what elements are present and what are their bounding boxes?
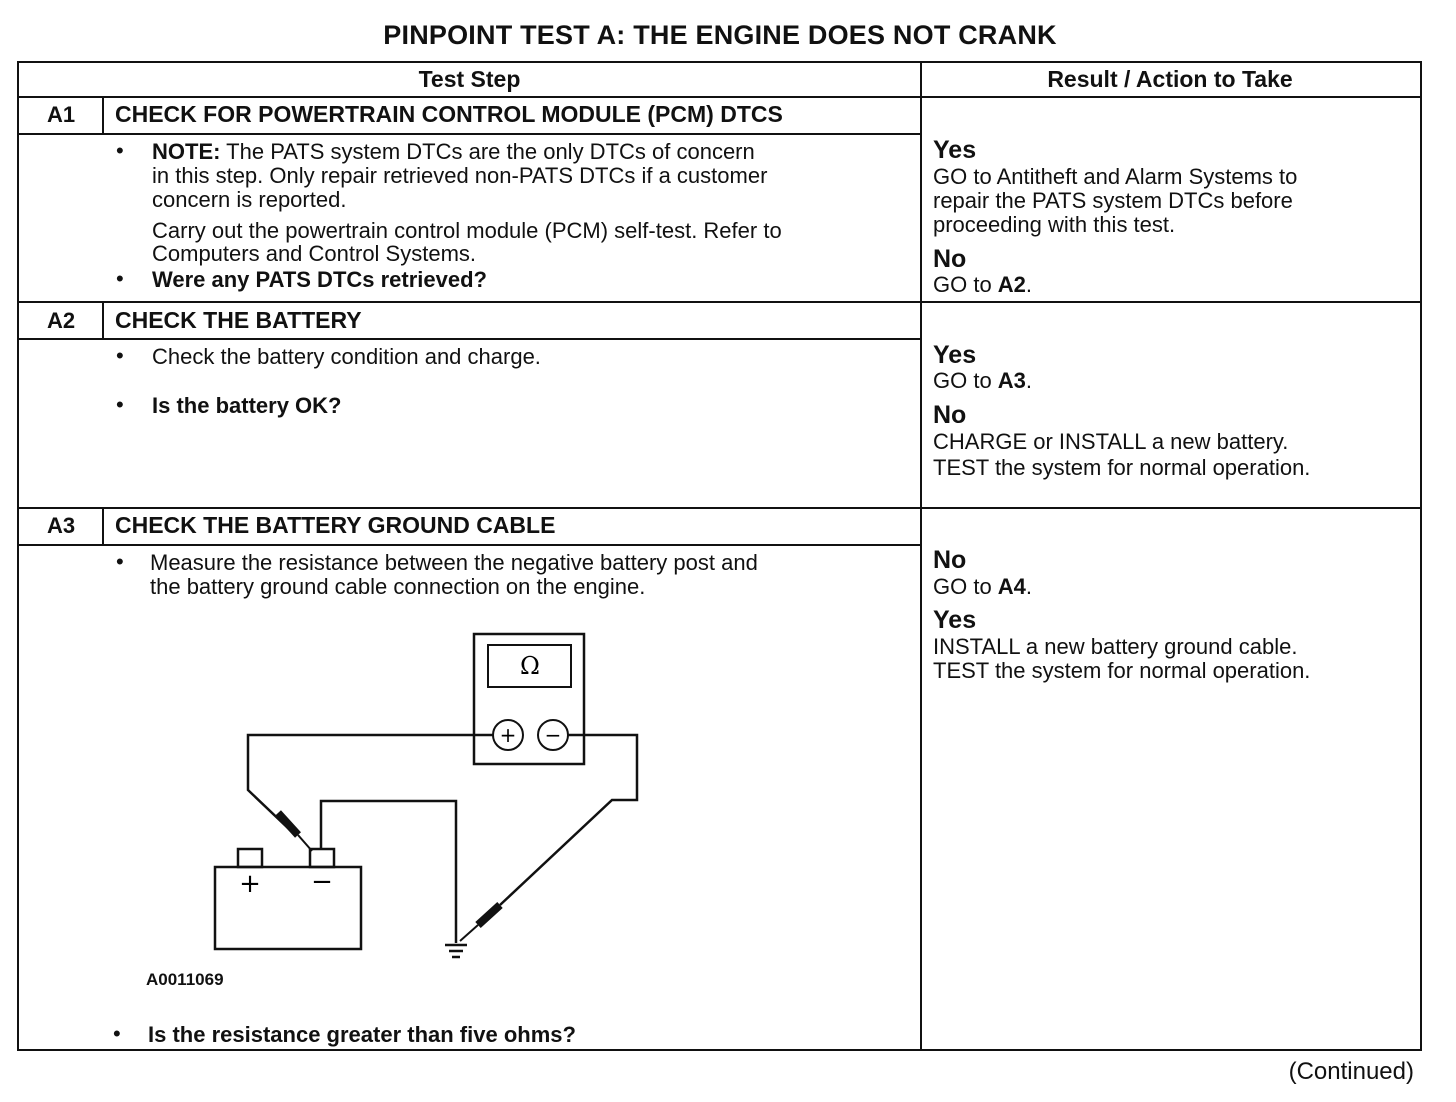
result-no-line-1: CHARGE or INSTALL a new battery. [933,429,1289,454]
result-no-line [933,272,1032,297]
result-yes-label: Yes [933,341,977,369]
result-no-label: No [933,546,967,574]
result-yes-label: Yes [933,606,977,634]
result-yes-label: Yes [933,136,977,164]
note-line-1 [152,139,755,164]
result-yes-line-1: GO to Antitheft and Alarm Systems to [933,164,1298,189]
header-test-step: Test Step [418,66,521,92]
page-title: PINPOINT TEST A: THE ENGINE DOES NOT CRANK [383,20,1057,50]
result-no-prefix: GO to [933,574,998,599]
step-title-divider [19,544,920,546]
negative-lead-wire [500,735,637,905]
continued-label: (Continued) [1288,1058,1414,1085]
result-yes-line [933,368,1032,393]
step-id-a3: A3 [46,513,76,538]
note-label: NOTE: [152,139,221,164]
step-title-a1: CHECK FOR POWERTRAIN CONTROL MODULE (PCM) DTCS [115,101,783,127]
bullet: • [116,549,124,574]
question-a3: Is the resistance greater than five ohms? [148,1022,576,1047]
ground-cable-wire [321,801,456,943]
battery-plus-sign: + [239,869,261,899]
result-no-label: No [933,401,967,429]
battery-negative-post [310,849,334,867]
step-title-a2: CHECK THE BATTERY [115,307,362,333]
action-line-2: the battery ground cable connection on the engine. [150,574,646,599]
result-no-prefix: GO to [933,272,998,297]
result-yes-target: A3 [997,368,1026,393]
action-a2: Check the battery condition and charge. [152,344,541,369]
battery-minus-sign: − [311,867,333,897]
question-a2: Is the battery OK? [152,393,342,418]
step-id-a2: A2 [46,308,76,333]
result-no-target: A4 [997,574,1026,599]
action-line-2: Computers and Control Systems. [152,241,477,266]
battery-positive-post [238,849,262,867]
negative-probe-tip [460,925,478,941]
action-line-1: Carry out the powertrain control module (PCM) self-test. Refer to [152,218,782,243]
header-divider [19,96,1422,98]
result-yes-line-1: INSTALL a new battery ground cable. [933,634,1298,659]
negative-probe-icon [478,905,500,925]
note-text: The PATS system DTCs are the only DTCs of concern [220,139,755,164]
note-line-2: in this step. Only repair retrieved non-PATS DTCs if a customer [152,163,768,188]
bullet: • [116,343,124,368]
step-title-divider [19,133,920,135]
negative-terminal-sign: − [544,723,562,747]
step-title-a3: CHECK THE BATTERY GROUND CABLE [115,512,556,538]
result-yes-suffix: . [1025,368,1033,393]
result-no-suffix: . [1025,272,1033,297]
bullet: • [116,266,124,291]
figure-id: A0011069 [146,970,224,989]
result-no-target: A2 [997,272,1026,297]
row-divider [19,301,1422,303]
result-no-line [933,574,1032,599]
result-yes-line-2: repair the PATS system DTCs before [933,188,1293,213]
row-divider [19,507,1422,509]
ohm-symbol: Ω [520,652,540,680]
step-title-divider [19,338,920,340]
positive-terminal-sign: + [499,723,517,747]
header-result: Result / Action to Take [1047,66,1293,92]
column-divider [920,63,922,1051]
result-no-label: No [933,245,967,273]
note-line-3: concern is reported. [152,187,347,212]
bullet: • [113,1021,121,1046]
result-yes-line-3: proceeding with this test. [933,212,1176,237]
bullet: • [116,392,124,417]
bullet: • [116,138,124,163]
question-a1: Were any PATS DTCs retrieved? [152,267,487,292]
ohmmeter-diagram [200,625,660,970]
result-no-line-2: TEST the system for normal operation. [933,455,1311,480]
action-line-1: Measure the resistance between the negative battery post and [150,550,758,575]
result-yes-prefix: GO to [933,368,998,393]
battery-icon [215,867,361,949]
result-yes-line-2: TEST the system for normal operation. [933,658,1311,683]
result-no-suffix: . [1025,574,1033,599]
positive-probe-icon [278,813,298,835]
step-id-a1: A1 [46,102,76,127]
